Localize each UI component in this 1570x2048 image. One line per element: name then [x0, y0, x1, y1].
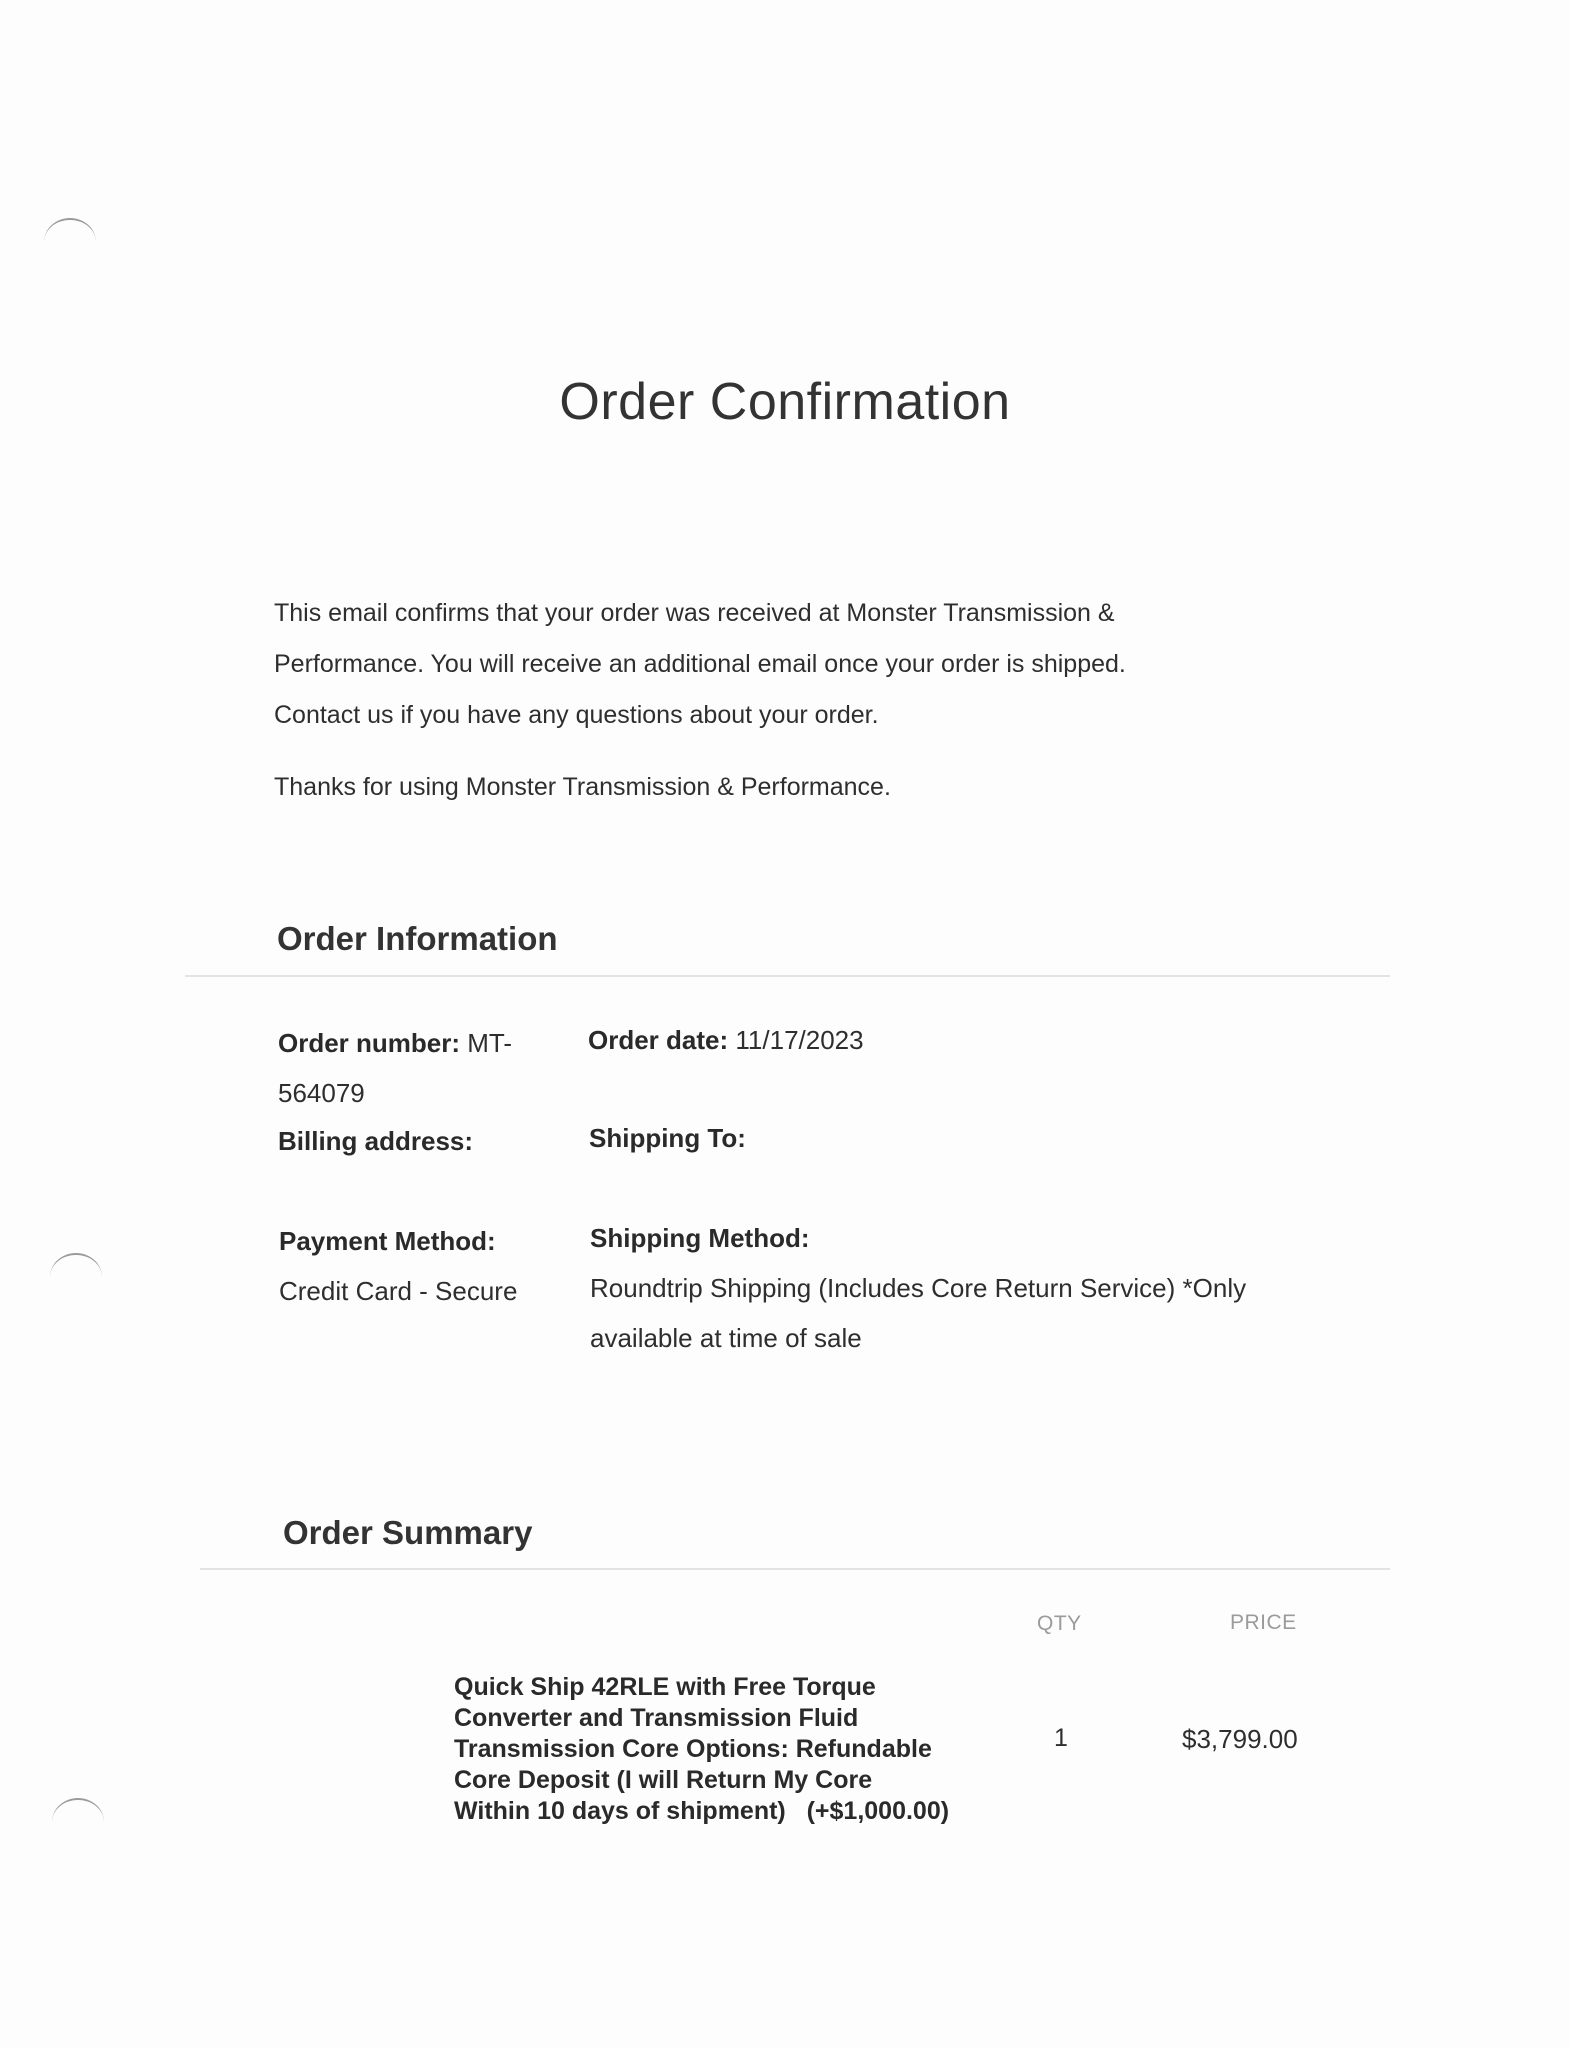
- intro-line: Contact us if you have any questions about your order.: [274, 701, 879, 729]
- shipping-to-label: Shipping To:: [589, 1123, 746, 1153]
- billing-address-block: [278, 1116, 473, 1166]
- line-item-description-line: Quick Ship 42RLE with Free Torque: [454, 1673, 876, 1701]
- section-divider: [200, 1568, 1390, 1570]
- payment-method-label: Payment Method:: [279, 1226, 496, 1256]
- line-item-description-line: Core Deposit (I will Return My Core: [454, 1766, 873, 1794]
- order-date-value: 11/17/2023: [735, 1025, 864, 1055]
- section-divider: [185, 975, 1390, 977]
- line-item-price: $3,799.00: [1182, 1724, 1298, 1754]
- binder-hole-mark: [44, 218, 96, 242]
- binder-hole-mark: [52, 1798, 104, 1822]
- line-item-qty: 1: [1054, 1724, 1068, 1752]
- order-summary-heading: Order Summary: [283, 1514, 533, 1551]
- order-number-value-continued: 564079: [278, 1078, 365, 1108]
- intro-line: Performance. You will receive an additional email once your order is shipped.: [274, 650, 1126, 678]
- order-date-label: Order date:: [588, 1025, 729, 1055]
- shipping-method-block: [590, 1213, 1300, 1363]
- thanks-text: Thanks for using Monster Transmission & Performance.: [274, 773, 891, 801]
- order-information-heading: Order Information: [277, 920, 558, 957]
- intro-paragraph: [274, 588, 1254, 741]
- intro-line: This email confirms that your order was received at Monster Transmission &: [274, 599, 1115, 627]
- shipping-to-block: [589, 1113, 746, 1163]
- shipping-method-value-continued: available at time of sale: [590, 1323, 862, 1353]
- payment-method-block: [279, 1216, 559, 1316]
- order-date-block: [588, 1015, 1088, 1065]
- page-title: Order Confirmation: [559, 373, 1011, 431]
- billing-address-label: Billing address:: [278, 1126, 474, 1156]
- order-number-label: Order number:: [278, 1028, 461, 1058]
- shipping-method-label: Shipping Method:: [590, 1223, 810, 1253]
- line-item-description-line: Converter and Transmission Fluid: [454, 1704, 859, 1732]
- shipping-method-value: Roundtrip Shipping (Includes Core Return Service) *Only: [590, 1273, 1247, 1303]
- binder-hole-mark: [50, 1253, 102, 1277]
- qty-column-header: QTY: [1037, 1612, 1082, 1635]
- line-item-description: [454, 1672, 1014, 1827]
- order-number-block: [278, 1018, 548, 1118]
- line-item-description-line: Transmission Core Options: Refundable: [454, 1735, 932, 1763]
- order-number-value: MT-: [467, 1028, 513, 1058]
- line-item-description-line: Within 10 days of shipment) (+$1,000.00): [454, 1797, 950, 1825]
- payment-method-value: Credit Card - Secure: [279, 1276, 518, 1306]
- price-column-header: PRICE: [1230, 1611, 1297, 1634]
